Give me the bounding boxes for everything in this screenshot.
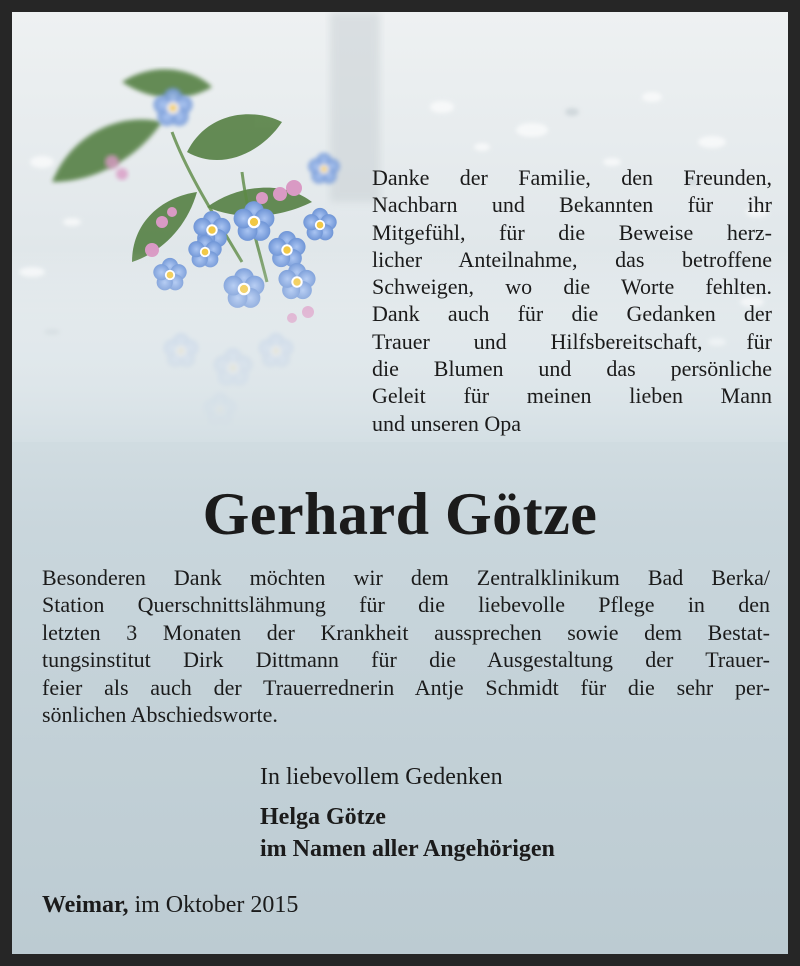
intro-line: Geleit für meinen lieben Mann (372, 383, 772, 409)
place-name: Weimar, (42, 892, 129, 918)
intro-line: licher Anteilnahme, das betroffene (372, 246, 772, 272)
body-line: letzten 3 Monaten der Krankheit aussprechen sowie dem Bestat- (42, 619, 770, 645)
signer-note: im Namen aller Angehörigen (260, 836, 555, 862)
body-line: tungsinstitut Dirk Dittmann für die Ausgestaltung der Trauer- (42, 647, 770, 673)
date-text: im Oktober 2015 (134, 892, 299, 918)
thanks-intro (372, 164, 772, 437)
deceased-name: Gerhard Götze (202, 481, 598, 547)
body-line: Besonderen Dank möchten wir dem Zentralklinikum Bad Berka/ (42, 565, 770, 590)
intro-line: Trauer und Hilfsbereitschaft, für (372, 328, 772, 354)
special-thanks (42, 564, 770, 728)
place-date (42, 892, 298, 919)
body-line: Station Querschnittslähmung für die liebevolle Pflege in den (42, 592, 770, 618)
intro-line: Danke der Familie, den Freunden, (372, 165, 772, 190)
intro-line: Schweigen, wo die Worte fehlten. (372, 274, 772, 300)
intro-line: Nachbarn und Bekannten für ihr (372, 192, 772, 218)
intro-line: Mitgefühl, für die Beweise herz- (372, 219, 772, 245)
intro-line: Dank auch für die Gedanken der (372, 301, 772, 327)
signer-name: Helga Götze (260, 804, 386, 830)
memorial-phrase: In liebevollem Gedenken (260, 764, 503, 790)
body-line: feier als auch der Trauerrednerin Antje Schmidt für die sehr per- (42, 674, 770, 700)
intro-line: und unseren Opa (372, 410, 522, 436)
body-line: sönlichen Abschiedsworte. (42, 702, 278, 728)
intro-line: die Blumen und das persönliche (372, 356, 772, 382)
